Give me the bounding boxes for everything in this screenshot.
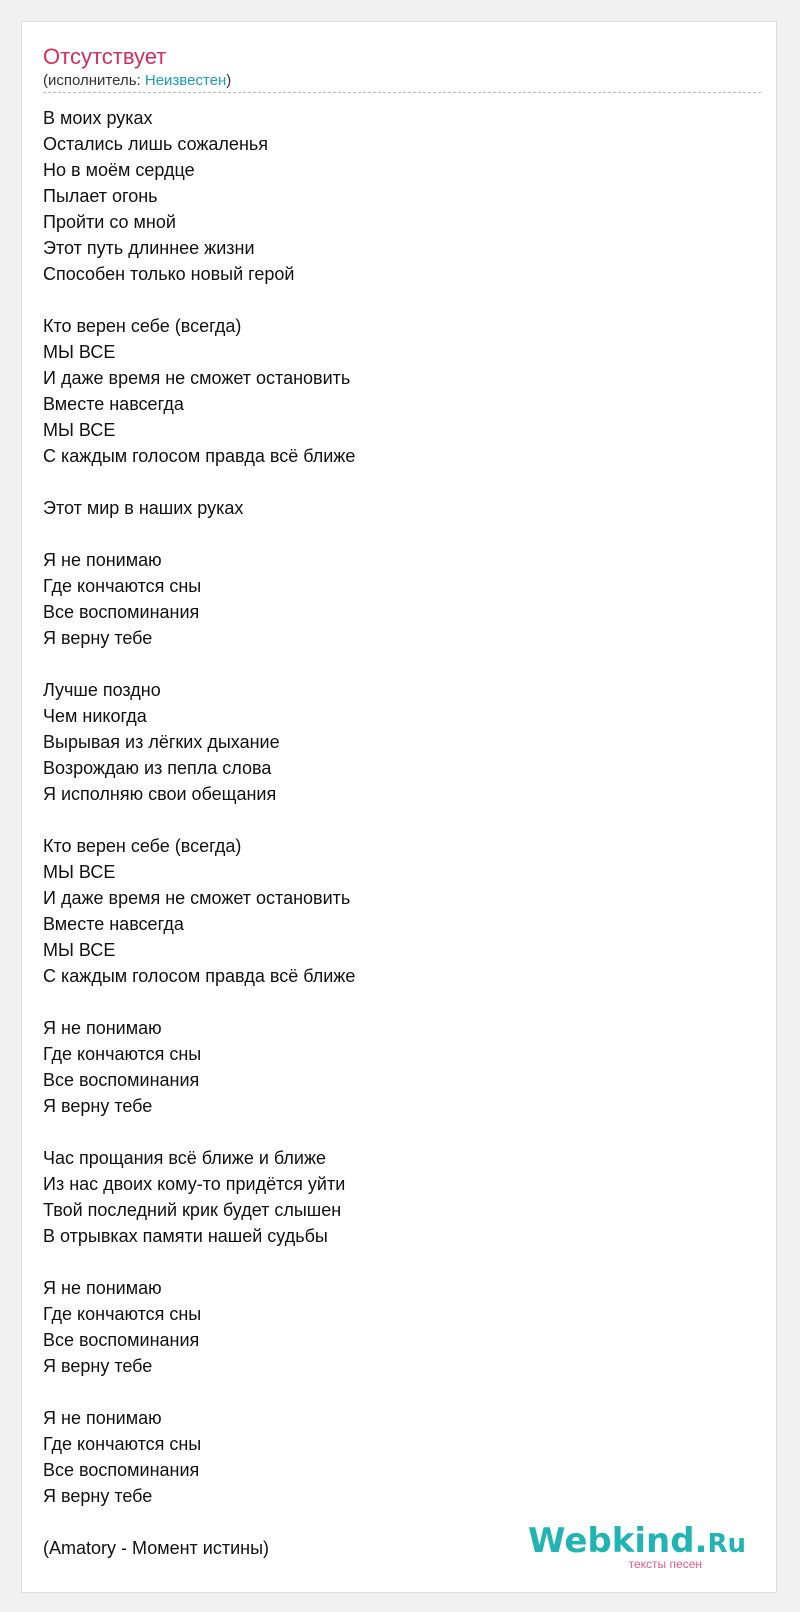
lyric-line: Все воспоминания [43,1070,200,1090]
lyric-line: В моих руках [43,108,153,128]
stanza-break [43,1249,355,1275]
site-logo[interactable] [528,1523,746,1570]
lyric-line: Вместе навсегда [43,914,184,934]
lyric-line: Где кончаются сны [43,1434,202,1454]
lyric-line: Я не понимаю [43,1018,162,1038]
lyric-line: Я верну тебе [43,1356,153,1376]
lyric-line: МЫ ВСЕ [43,420,116,440]
lyric-line: Где кончаются сны [43,576,202,596]
stanza-break [43,1119,355,1145]
lyric-line: Этот путь длиннее жизни [43,238,255,258]
logo-dot: . [694,1521,708,1561]
stanza-break [43,651,355,677]
lyric-line: МЫ ВСЕ [43,940,116,960]
lyric-line: Я верну тебе [43,628,153,648]
lyrics-card [21,21,777,1593]
lyric-line: И даже время не сможет остановить [43,368,351,388]
stanza-break [43,469,355,495]
lyric-line: Пройти со мной [43,212,176,232]
lyric-line: В отрывках памяти нашей судьбы [43,1226,328,1246]
artist-link[interactable]: Неизвестен [144,72,227,89]
stanza-break [43,521,355,547]
lyric-line: С каждым голосом правда всё ближе [43,446,356,466]
header-divider [43,92,761,93]
lyric-line: (Amatory - Момент истины) [43,1538,270,1558]
lyric-line: Где кончаются сны [43,1304,202,1324]
lyric-line: Я верну тебе [43,1096,153,1116]
lyric-line: Этот мир в наших руках [43,498,244,518]
stanza-break [43,287,355,313]
lyric-line: Чем никогда [43,706,147,726]
lyric-line: Все воспоминания [43,602,200,622]
artist-prefix: (исполнитель: [43,72,145,89]
lyric-line: С каждым голосом правда всё ближе [43,966,356,986]
logo-tld: Ru [707,1529,746,1559]
song-title: Отсутствует [43,44,167,69]
logo-name: Webkind [528,1521,695,1561]
lyric-line: Все воспоминания [43,1330,200,1350]
lyric-line: Из нас двоих кому-то придётся уйти [43,1174,346,1194]
lyric-line: Я не понимаю [43,1408,162,1428]
lyric-line: Возрождаю из пепла слова [43,758,272,778]
lyric-line: Я не понимаю [43,1278,162,1298]
lyric-line: Вырывая из лёгких дыхание [43,732,280,752]
lyric-line: Все воспоминания [43,1460,200,1480]
lyric-line: Где кончаются сны [43,1044,202,1064]
artist-line [43,72,231,90]
stanza-break [43,807,355,833]
lyric-line: Кто верен себе (всегда) [43,836,242,856]
lyric-line: Но в моём сердце [43,160,195,180]
lyric-line: МЫ ВСЕ [43,862,116,882]
stanza-break [43,989,355,1015]
lyric-line: Способен только новый герой [43,264,295,284]
lyrics-body [43,105,355,1561]
lyric-line: Твой последний крик будет слышен [43,1200,342,1220]
logo-subtitle: тексты песен [628,1557,702,1571]
artist-suffix: ) [226,72,232,89]
lyric-line: Вместе навсегда [43,394,184,414]
lyric-line: Я не понимаю [43,550,162,570]
lyric-line: Я верну тебе [43,1486,153,1506]
lyric-line: Час прощания всё ближе и ближе [43,1148,326,1168]
lyric-line: Пылает огонь [43,186,158,206]
lyric-line: Остались лишь сожаленья [43,134,269,154]
lyric-line: Лучше поздно [43,680,161,700]
stanza-break [43,1379,355,1405]
lyric-line: Кто верен себе (всегда) [43,316,242,336]
lyric-line: И даже время не сможет остановить [43,888,351,908]
stanza-break [43,1509,355,1535]
lyric-line: Я исполняю свои обещания [43,784,277,804]
lyric-line: МЫ ВСЕ [43,342,116,362]
